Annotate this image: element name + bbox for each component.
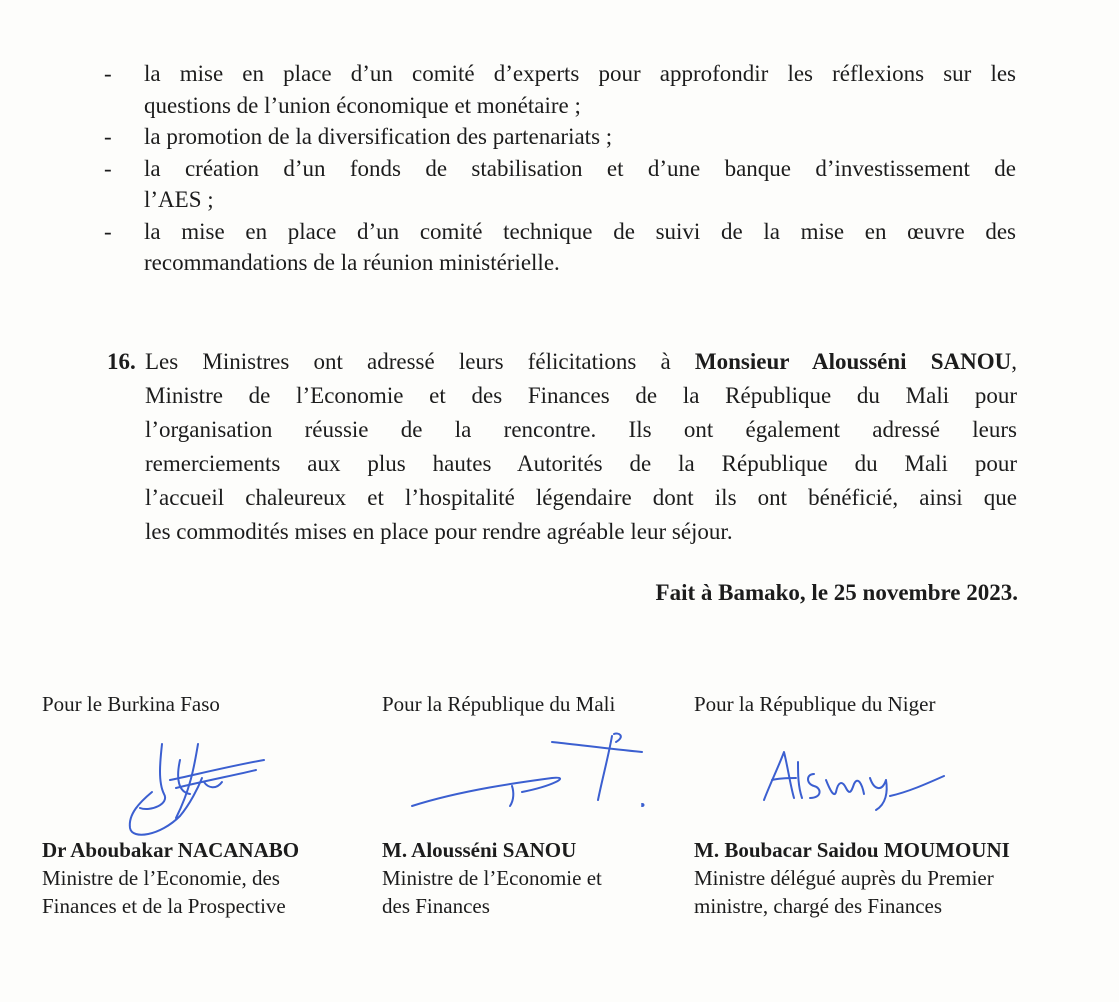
bullet-dash: - [104,218,112,244]
paragraph-text: Les Ministres ont adressé leurs félicitations à [145,349,695,374]
list-item [100,121,1016,153]
list-item-line: recommandations de la réunion ministérielle. [144,250,560,275]
signatory-name: Dr Aboubakar NACANABO [42,838,300,862]
signatory-name: M. Alousséni SANOU [382,838,577,862]
paragraph-line: remerciements aux plus hautes Autorités de la République du Mali pour [145,451,1017,476]
paragraph-line: les commodités mises en place pour rendre agréable leur séjour. [145,519,733,544]
list-item-line: la création d’un fonds de stabilisation et d’une banque d’investissement de [144,155,1016,181]
recommendations-list [100,58,1016,279]
paragraph-line: Ministre de l’Economie et des Finances de la République du Mali pour [145,383,1017,408]
signatory-role-line: des Finances [382,894,490,918]
list-item-line: questions de l’union économique et monétaire ; [144,92,581,118]
paragraph-number: 16. [107,349,136,374]
signatory-niger [694,690,1010,918]
handwritten-signature [80,732,310,842]
paragraph-line: l’organisation réussie de la rencontre. Ils ont également adressé leurs [145,417,1017,442]
list-item-line: la mise en place d’un comité technique de suivi de la mise en œuvre des [144,218,1016,244]
list-item [100,153,1016,216]
handwritten-signature [402,730,682,820]
list-item-line: la promotion de la diversification des partenariats ; [144,124,613,149]
signatory-role-line: ministre, chargé des Finances [694,894,943,918]
list-item [100,58,1016,121]
signatory-country: Pour la République du Niger [694,692,936,716]
paragraph-text: , [1011,349,1017,374]
signatory-role-line: Finances et de la Prospective [42,894,286,918]
signatory-burkina [42,690,300,918]
list-item-line: la mise en place d’un comité d’experts pour approfondir les réflexions sur les [144,61,1016,86]
bullet-dash: - [104,124,112,149]
list-item-line: l’AES ; [144,187,214,212]
bullet-dash: - [104,61,112,86]
handwritten-signature [754,744,954,814]
signatory-role-line: Ministre de l’Economie et [382,866,602,890]
signatory-name: M. Boubacar Saidou MOUMOUNI [694,838,1010,862]
list-item [100,216,1016,279]
signatory-country: Pour la République du Mali [382,692,616,716]
minister-name-bold: Monsieur Alousséni SANOU [694,349,1012,374]
paragraph-line [145,345,1017,379]
signatory-role-line: Ministre de l’Economie, des [42,866,280,890]
signatory-mali [382,690,616,918]
paragraph-body [107,345,1017,549]
paragraph-line: l’accueil chaleureux et l’hospitalité légendaire dont ils ont bénéficié, ainsi que [145,485,1017,510]
place-date-line: Fait à Bamako, le 25 novembre 2023. [655,580,1018,605]
bullet-dash: - [104,155,112,181]
signatory-role-line: Ministre délégué auprès du Premier [694,866,994,890]
paragraph-16 [107,345,1017,549]
signatory-country: Pour le Burkina Faso [42,692,220,716]
